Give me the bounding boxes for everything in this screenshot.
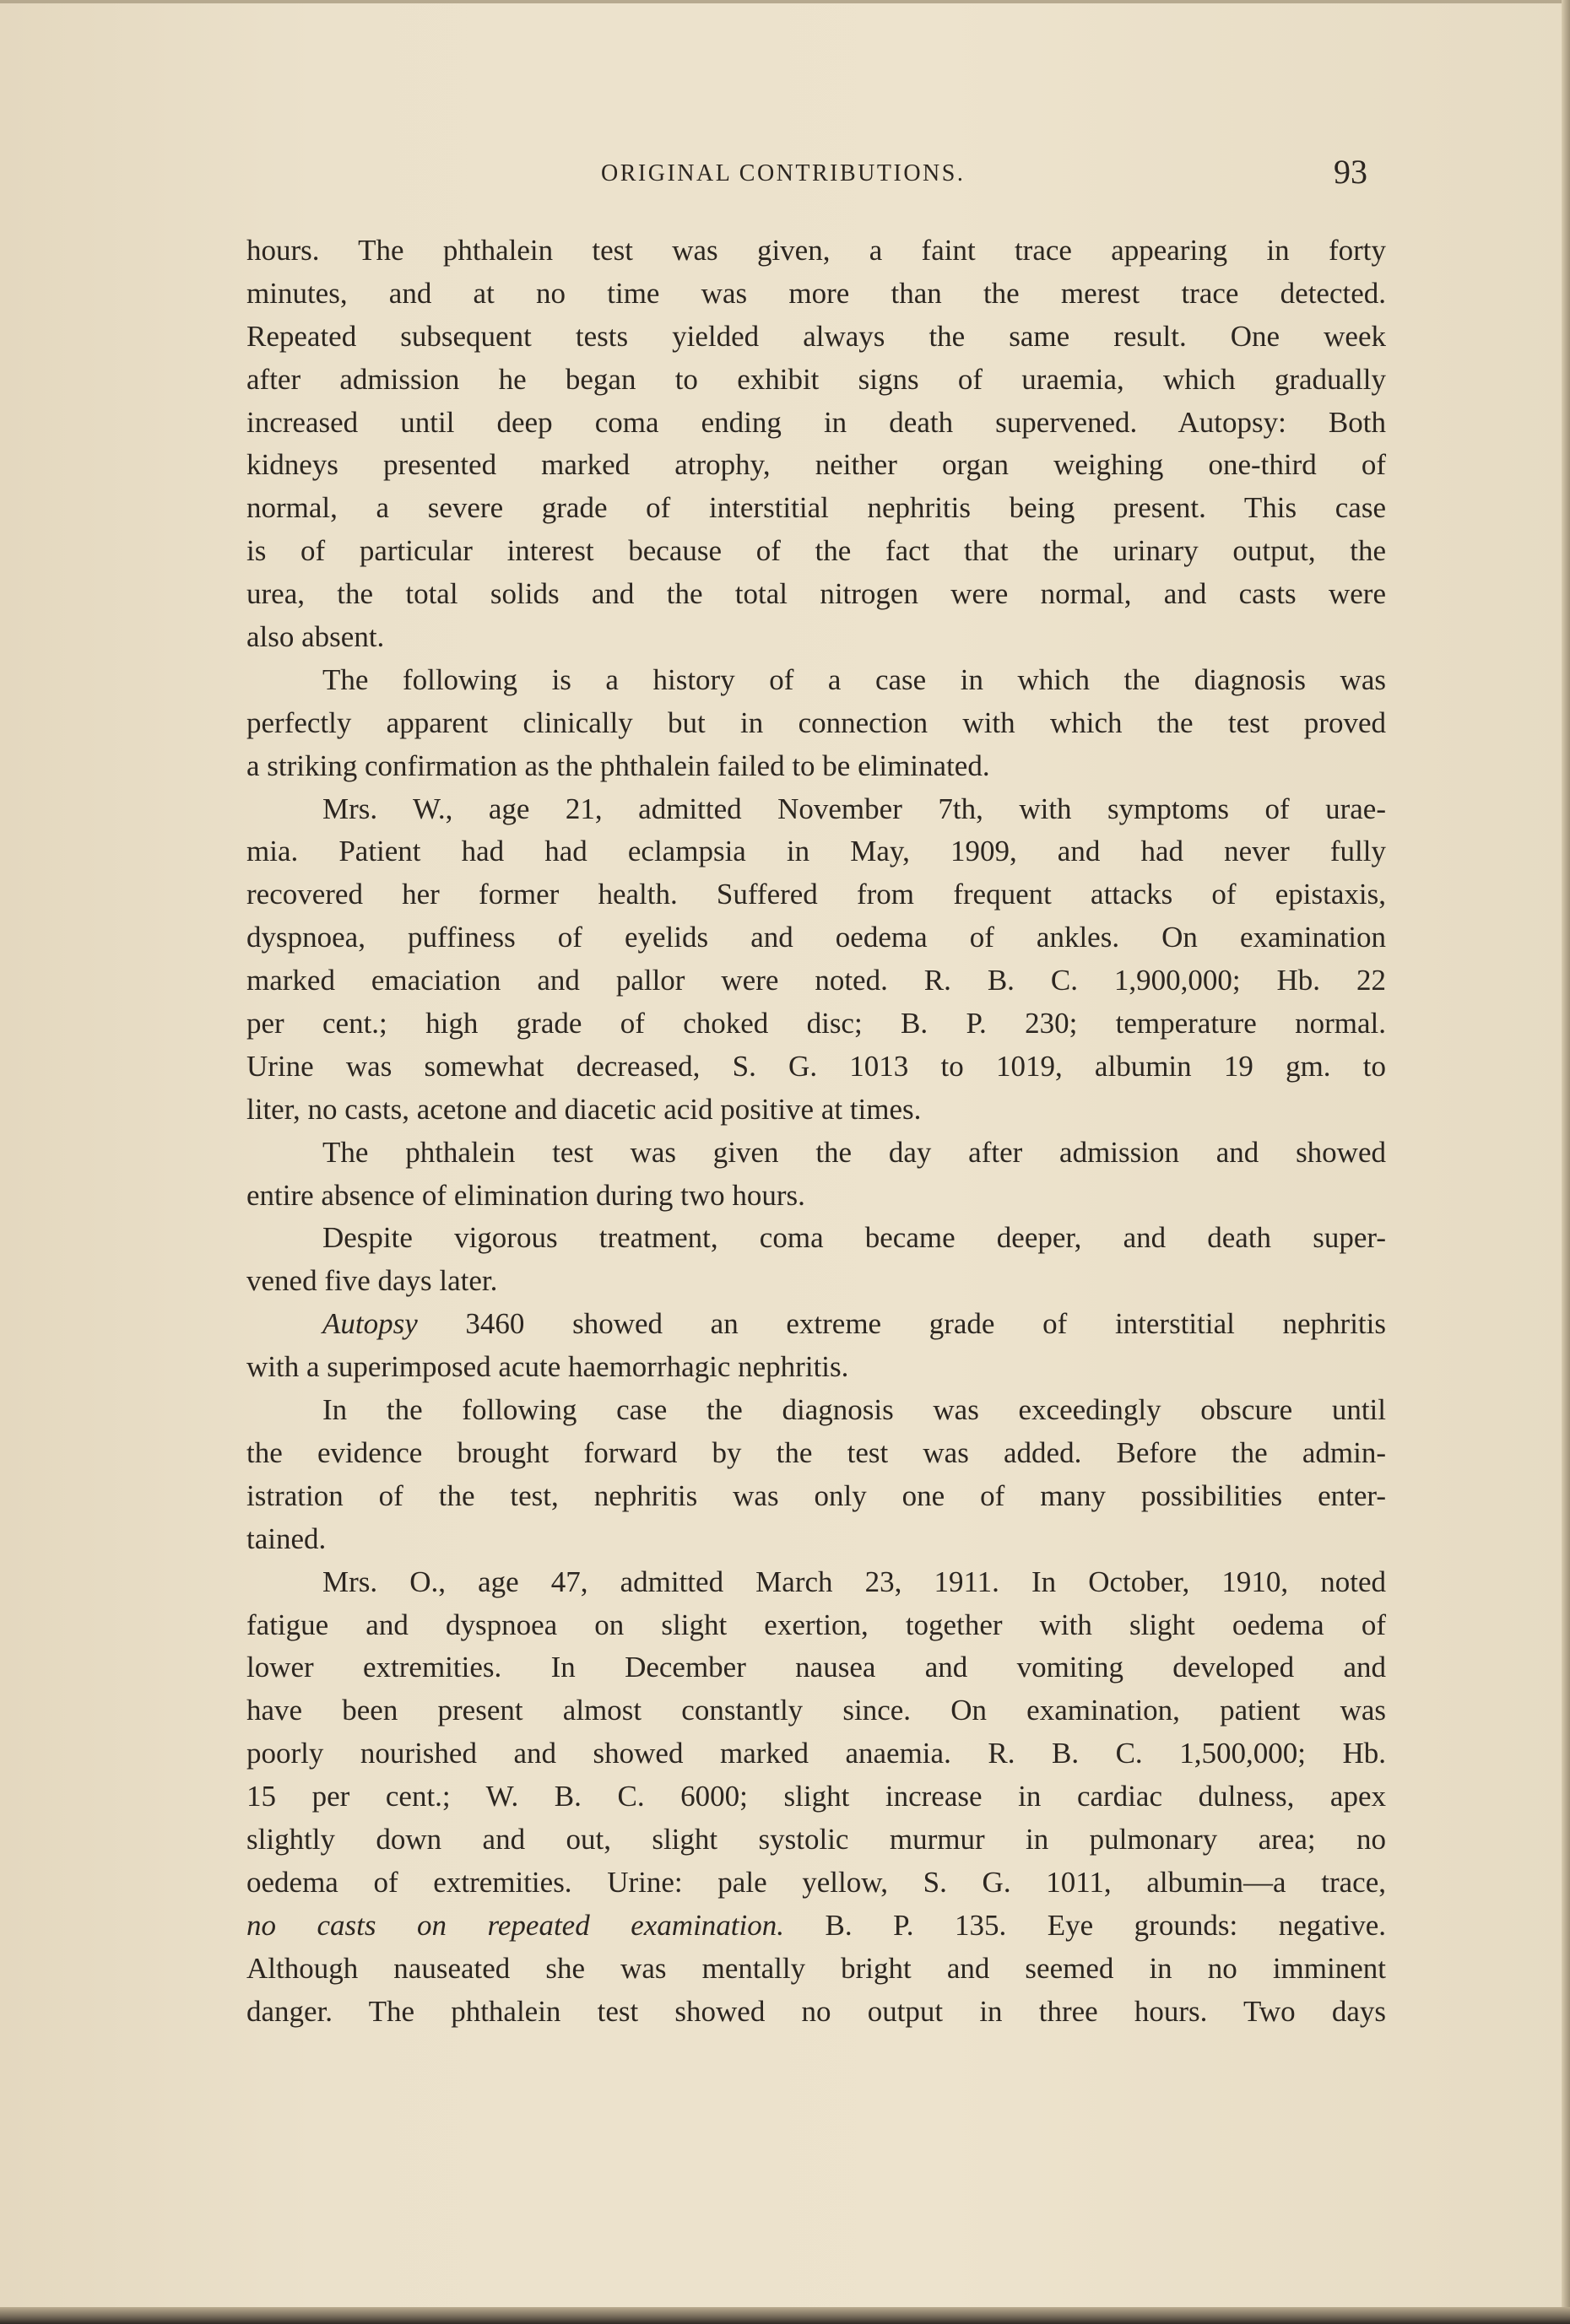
text-line: normal, a severe grade of interstitial nephritis being present. This case [246,491,1386,525]
italic-phrase: no casts on repeated examination. [246,1908,784,1942]
text-line: tained. [246,1521,327,1555]
text-line: also absent. [246,620,385,654]
line-rest: B. P. 135. Eye grounds: negative. [784,1908,1387,1942]
paragraph-2 [246,659,1386,788]
text-line: oedema of extremities. Urine: pale yellow, S. G. 1011, albumin—a trace, [246,1865,1386,1899]
text-line: Mrs. O., age 47, admitted March 23, 1911. In October, 1910, noted [322,1565,1386,1598]
text-line [246,1905,1386,1948]
text-line: Urine was somewhat decreased, S. G. 1013 to 1019, albumin 19 gm. to [246,1049,1386,1083]
paragraph-3 [246,788,1386,1132]
text-line: mia. Patient had had eclampsia in May, 1909, and had never fully [246,835,1386,868]
text-line: danger. The phthalein test showed no output in three hours. Two days [246,1994,1386,2028]
text-line: 15 per cent.; W. B. C. 6000; slight increase in cardiac dulness, apex [246,1780,1386,1813]
paragraph-1 [246,230,1386,659]
text-line: entire absence of elimination during two hours. [246,1178,805,1212]
text-line: dyspnoea, puffiness of eyelids and oedema of ankles. On examination [246,921,1386,954]
page-top-edge [0,0,1570,3]
text-line: a striking confirmation as the phthalein failed to be eliminated. [246,749,990,782]
paragraph-5 [246,1217,1386,1303]
page-header [0,152,1570,203]
text-line: with a superimposed acute haemorrhagic nephritis. [246,1350,849,1384]
page-right-edge [1562,0,1570,2324]
text-line: recovered her former health. Suffered from frequent attacks of epistaxis, [246,878,1386,911]
text-line: Despite vigorous treatment, coma became deeper, and death super- [322,1221,1386,1255]
text-line: Although nauseated she was mentally bright and seemed in no imminent [246,1951,1386,1985]
page-number: 93 [1334,153,1367,191]
paragraph-7 [246,1389,1386,1561]
text-line: The phthalein test was given the day after admission and showed [322,1135,1386,1169]
text-line: the evidence brought forward by the test was added. Before the admin- [246,1435,1386,1469]
text-line: Mrs. W., age 21, admitted November 7th, with symptoms of urae- [322,792,1386,825]
italic-lead: Autopsy [322,1307,418,1341]
text-line: urea, the total solids and the total nitrogen were normal, and casts were [246,577,1386,611]
paragraph-6 [246,1303,1386,1389]
text-line: Repeated subsequent tests yielded always the same result. One week [246,319,1386,353]
text-line: per cent.; high grade of choked disc; B. P. 230; temperature normal. [246,1007,1386,1040]
text-line: poorly nourished and showed marked anaemia. R. B. C. 1,500,000; Hb. [246,1737,1386,1770]
page-bottom-edge [0,2307,1570,2324]
text-line: hours. The phthalein test was given, a faint trace appearing in forty [246,234,1386,267]
text-line [246,1303,1386,1346]
text-line: slightly down and out, slight systolic murmur in pulmonary area; no [246,1822,1386,1856]
paragraph-4 [246,1132,1386,1218]
text-line: fatigue and dyspnoea on slight exertion, together with slight oedema of [246,1608,1386,1641]
text-line: after admission he began to exhibit signs of uraemia, which gradually [246,362,1386,396]
text-line: is of particular interest because of the fact that the urinary output, the [246,534,1386,568]
text-line: kidneys presented marked atrophy, neither organ weighing one-third of [246,448,1386,482]
running-head: ORIGINAL CONTRIBUTIONS. [601,160,966,186]
text-line: istration of the test, nephritis was only one of many possibilities enter- [246,1478,1386,1512]
body-text [246,230,1386,2033]
text-line: liter, no casts, acetone and diacetic acid positive at times. [246,1092,922,1126]
text-line: The following is a history of a case in which the diagnosis was [322,662,1386,696]
text-line: lower extremities. In December nausea and vomiting developed and [246,1651,1386,1684]
text-line: marked emaciation and pallor were noted. R. B. C. 1,900,000; Hb. 22 [246,964,1386,997]
text-line: perfectly apparent clinically but in connection with which the test proved [246,705,1386,739]
text-line: have been present almost constantly since. On examination, patient was [246,1694,1386,1727]
paragraph-8 [246,1561,1386,2034]
line-rest: 3460 showed an extreme grade of interstitial nephritis [417,1307,1386,1341]
text-line: In the following case the diagnosis was exceedingly obscure until [322,1393,1386,1427]
text-line: minutes, and at no time was more than the merest trace detected. [246,276,1386,310]
text-line: vened five days later. [246,1264,498,1298]
text-line: increased until deep coma ending in death supervened. Autopsy: Both [246,405,1386,439]
